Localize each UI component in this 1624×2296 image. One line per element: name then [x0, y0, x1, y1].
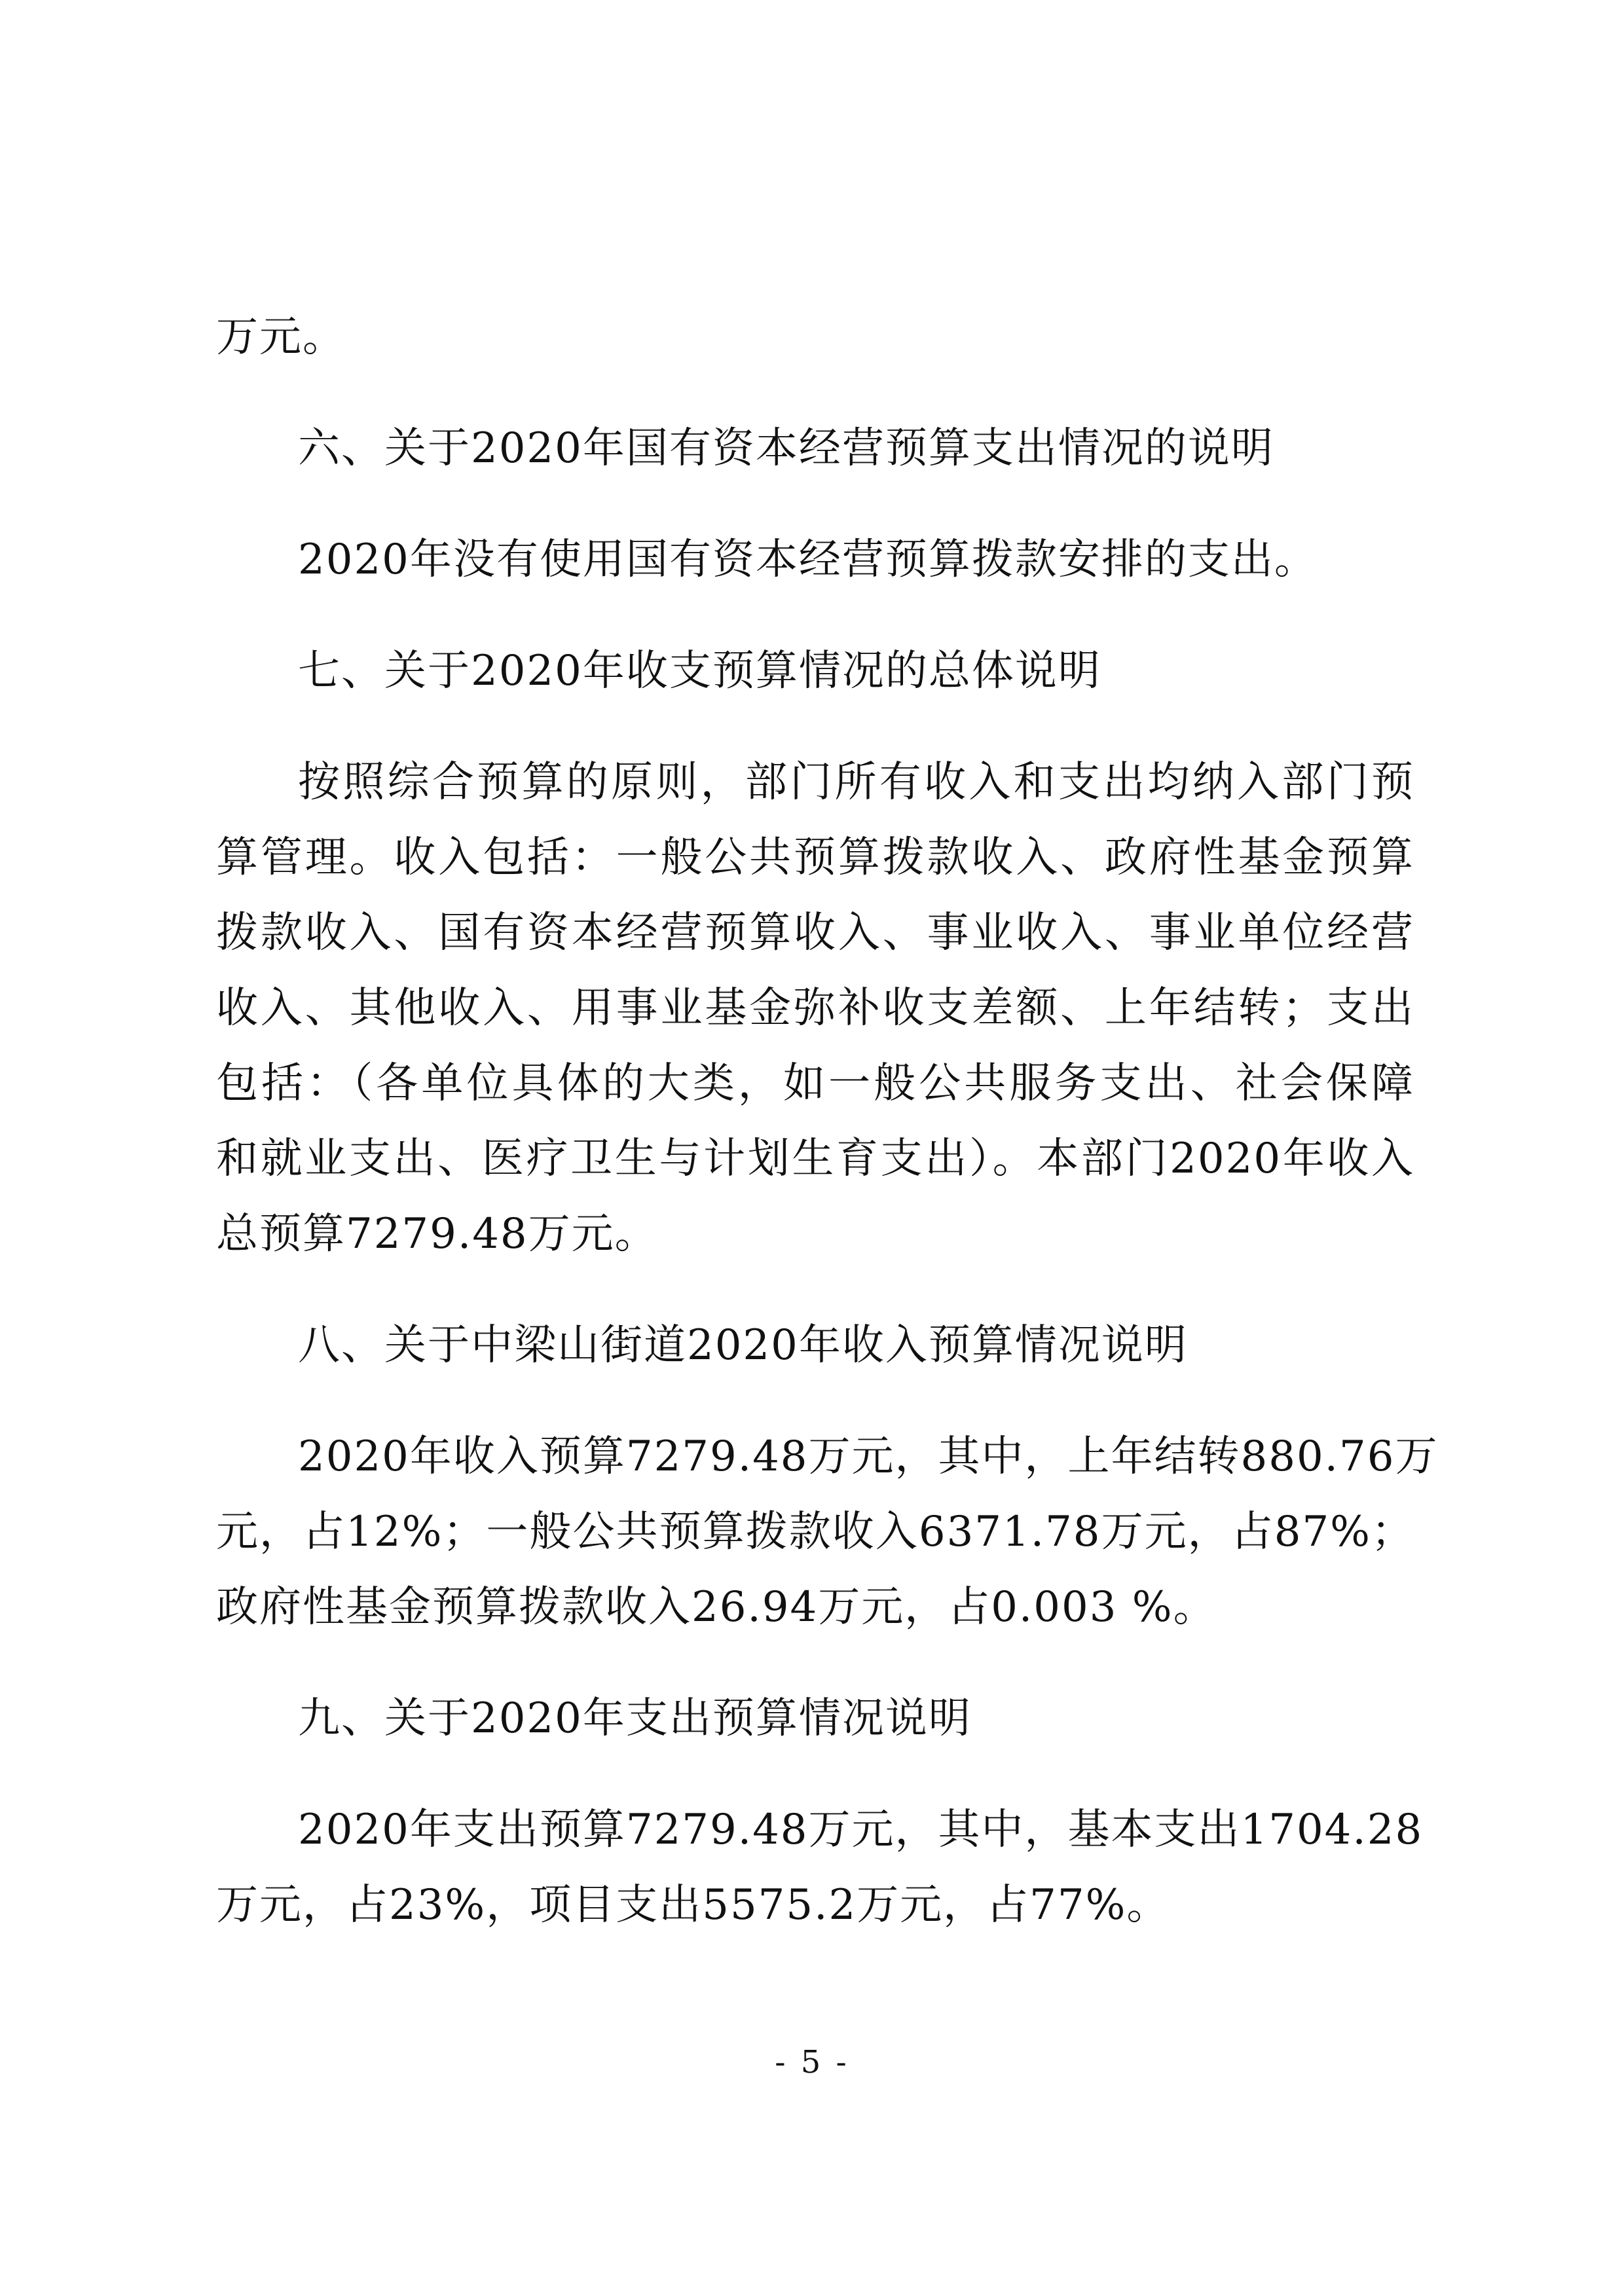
paragraph-line: 万元。	[216, 313, 346, 361]
section-heading-9: 九、关于2020年支出预算情况说明	[298, 1694, 972, 1743]
paragraph-line: 总预算7279.48万元。	[216, 1210, 658, 1258]
section-heading-6: 六、关于2020年国有资本经营预算支出情况的说明	[298, 424, 1274, 473]
paragraph-line: 2020年收入预算7279.48万元，其中，上年结转880.76万	[298, 1432, 1439, 1481]
section-heading-7: 七、关于2020年收支预算情况的总体说明	[298, 647, 1101, 695]
page-number: - 5 -	[775, 2044, 849, 2081]
paragraph-line: 按照综合预算的原则，部门所有收入和支出均纳入部门预	[298, 758, 1414, 807]
paragraph-line: 元，占12%；一般公共预算拨款收入6371.78万元，占87%；	[216, 1508, 1414, 1556]
paragraph-line: 2020年支出预算7279.48万元，其中，基本支出1704.28	[298, 1806, 1424, 1854]
paragraph-line: 政府性基金预算拨款收入26.94万元，占0.003 %。	[216, 1583, 1217, 1631]
paragraph-line: 包括：（各单位具体的大类，如一般公共服务支出、社会保障	[216, 1059, 1414, 1108]
section-heading-8: 八、关于中梁山街道2020年收入预算情况说明	[298, 1321, 1188, 1370]
paragraph-line: 算管理。收入包括：一般公共预算拨款收入、政府性基金预算	[216, 833, 1414, 882]
paragraph-line: 和就业支出、医疗卫生与计划生育支出）。本部门2020年收入	[216, 1135, 1414, 1183]
paragraph-line: 2020年没有使用国有资本经营预算拨款安排的支出。	[298, 536, 1318, 584]
paragraph-line: 收入、其他收入、用事业基金弥补收支差额、上年结转；支出	[216, 984, 1414, 1032]
paragraph-line: 拨款收入、国有资本经营预算收入、事业收入、事业单位经营	[216, 909, 1414, 957]
paragraph-line: 万元，占23%，项目支出5575.2万元，占77%。	[216, 1881, 1170, 1929]
